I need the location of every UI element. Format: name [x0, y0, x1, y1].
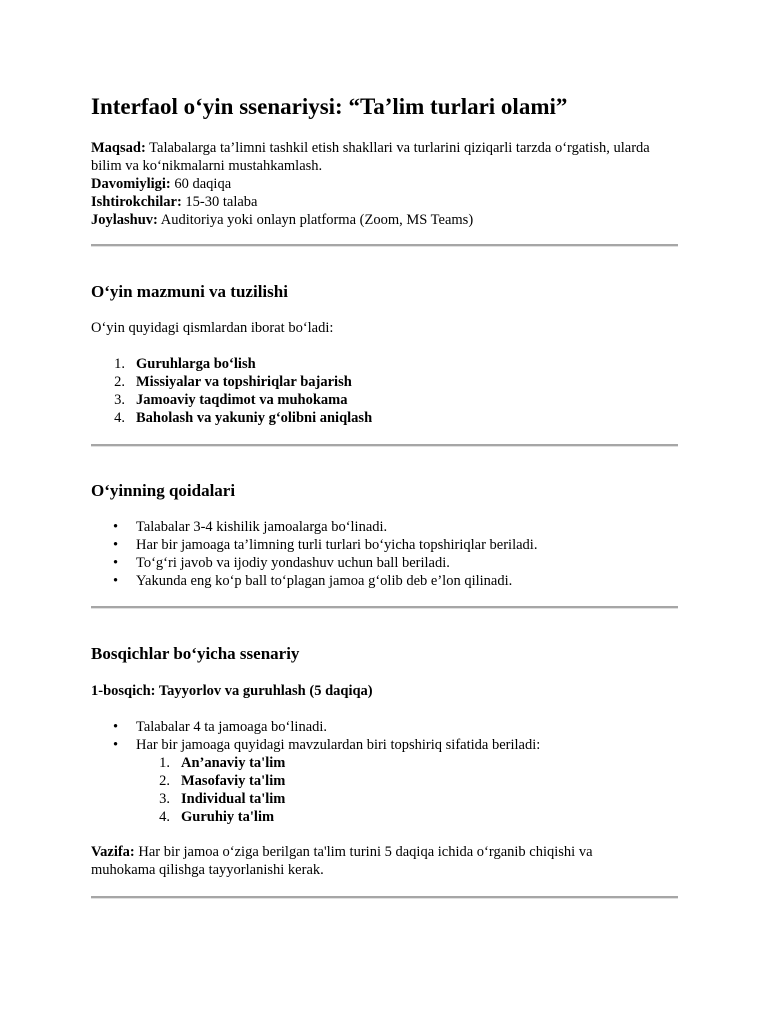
maqsad-line-1	[91, 139, 678, 157]
list-item-number: 1.	[114, 356, 125, 372]
ishtirokchilar-label: Ishtirokchilar:	[91, 194, 182, 210]
list-item-text: An’anaviy ta'lim	[181, 755, 286, 771]
maqsad-text-1: Talabalarga ta’limni tashkil etish shakllari va turlarini qiziqarli tarzda o‘rgatish, ularda	[149, 140, 650, 156]
davomiyligi-value: 60 daqiqa	[174, 176, 232, 192]
horizontal-rule	[91, 444, 678, 447]
list-item	[91, 736, 678, 754]
maqsad-text-2: bilim va ko‘nikmalarni mustahkamlash.	[91, 158, 323, 174]
bullet-icon: •	[113, 519, 119, 535]
list-item-text: Guruhlarga bo‘lish	[136, 356, 256, 372]
list-item-text: Individual ta'lim	[181, 791, 286, 807]
vazifa-line-1	[91, 843, 678, 861]
list-item-number: 1.	[159, 755, 170, 771]
joylashuv-label: Joylashuv:	[91, 212, 158, 228]
list-item	[91, 554, 678, 572]
topic-sublist	[91, 754, 678, 826]
bullet-icon: •	[113, 573, 119, 589]
joylashuv-value: Auditoriya yoki onlayn platforma (Zoom, MS Teams)	[160, 212, 474, 228]
stage-1-heading	[91, 682, 678, 700]
list-item-number: 2.	[114, 374, 125, 390]
list-item	[91, 808, 678, 826]
bullet-icon: •	[113, 555, 119, 571]
list-item-text: Missiyalar va topshiriqlar bajarish	[136, 374, 352, 390]
structure-lead: O‘yin quyidagi qismlardan iborat bo‘ladi:	[91, 320, 334, 336]
list-item-text: Jamoaviy taqdimot va muhokama	[136, 392, 348, 408]
document-title: Interfaol o‘yin ssenariysi: “Ta’lim turlari olami”	[91, 94, 568, 119]
list-item	[91, 409, 678, 427]
maqsad-label: Maqsad:	[91, 140, 146, 156]
list-item-number: 3.	[114, 392, 125, 408]
list-item	[91, 718, 678, 736]
list-item-text: Har bir jamoaga ta’limning turli turlari bo‘yicha topshiriqlar beriladi.	[136, 537, 538, 553]
vazifa-text-1: Har bir jamoa o‘ziga berilgan ta'lim turini 5 daqiqa ichida o‘rganib chiqishi va	[138, 844, 593, 860]
list-item-text: Har bir jamoaga quyidagi mavzulardan biri topshiriq sifatida beriladi:	[136, 737, 541, 753]
list-item	[91, 536, 678, 554]
list-item-text: Yakunda eng ko‘p ball to‘plagan jamoa g‘olib deb e’lon qilinadi.	[136, 573, 513, 589]
list-item-number: 3.	[159, 791, 170, 807]
vazifa-label: Vazifa:	[91, 844, 135, 860]
list-item	[91, 518, 678, 536]
bullet-icon: •	[113, 537, 119, 553]
list-item-text: Guruhiy ta'lim	[181, 809, 275, 825]
stage-1-heading-text: 1-bosqich: Tayyorlov va guruhlash (5 daqiqa)	[91, 683, 373, 699]
list-item-number: 4.	[159, 809, 170, 825]
list-item-text: Talabalar 3-4 kishilik jamoalarga bo‘linadi.	[136, 519, 388, 535]
davomiyligi-line	[91, 175, 678, 193]
list-item-text: Masofaviy ta'lim	[181, 773, 286, 789]
structure-list	[91, 355, 678, 427]
vazifa-text-2: muhokama qilishga tayyorlanishi kerak.	[91, 862, 324, 878]
horizontal-rule	[91, 606, 678, 609]
list-item	[91, 790, 678, 808]
horizontal-rule	[91, 244, 678, 247]
list-item-text: Talabalar 4 ta jamoaga bo‘linadi.	[136, 719, 328, 735]
list-item	[91, 373, 678, 391]
list-item	[91, 572, 678, 590]
list-item	[91, 772, 678, 790]
bullet-icon: •	[113, 737, 119, 753]
list-item	[91, 391, 678, 409]
section-heading-scenario: Bosqichlar bo‘yicha ssenariy	[91, 644, 300, 663]
list-item-number: 4.	[114, 410, 125, 426]
ishtirokchilar-line	[91, 193, 678, 211]
list-item	[91, 754, 678, 772]
list-item-text: To‘g‘ri javob va ijodiy yondashuv uchun ball beriladi.	[136, 555, 450, 571]
vazifa-block	[91, 843, 678, 879]
ishtirokchilar-value: 15-30 talaba	[185, 194, 258, 210]
davomiyligi-label: Davomiyligi:	[91, 176, 171, 192]
section-heading-structure: O‘yin mazmuni va tuzilishi	[91, 282, 288, 301]
list-item-text: Baholash va yakuniy g‘olibni aniqlash	[136, 410, 373, 426]
list-item	[91, 355, 678, 373]
horizontal-rule	[91, 896, 678, 899]
rules-list	[91, 518, 678, 590]
section-heading-rules: O‘yinning qoidalari	[91, 481, 236, 500]
stage-1-list	[91, 718, 678, 754]
list-item-number: 2.	[159, 773, 170, 789]
joylashuv-line	[91, 211, 678, 229]
bullet-icon: •	[113, 719, 119, 735]
intro-block	[91, 139, 678, 229]
